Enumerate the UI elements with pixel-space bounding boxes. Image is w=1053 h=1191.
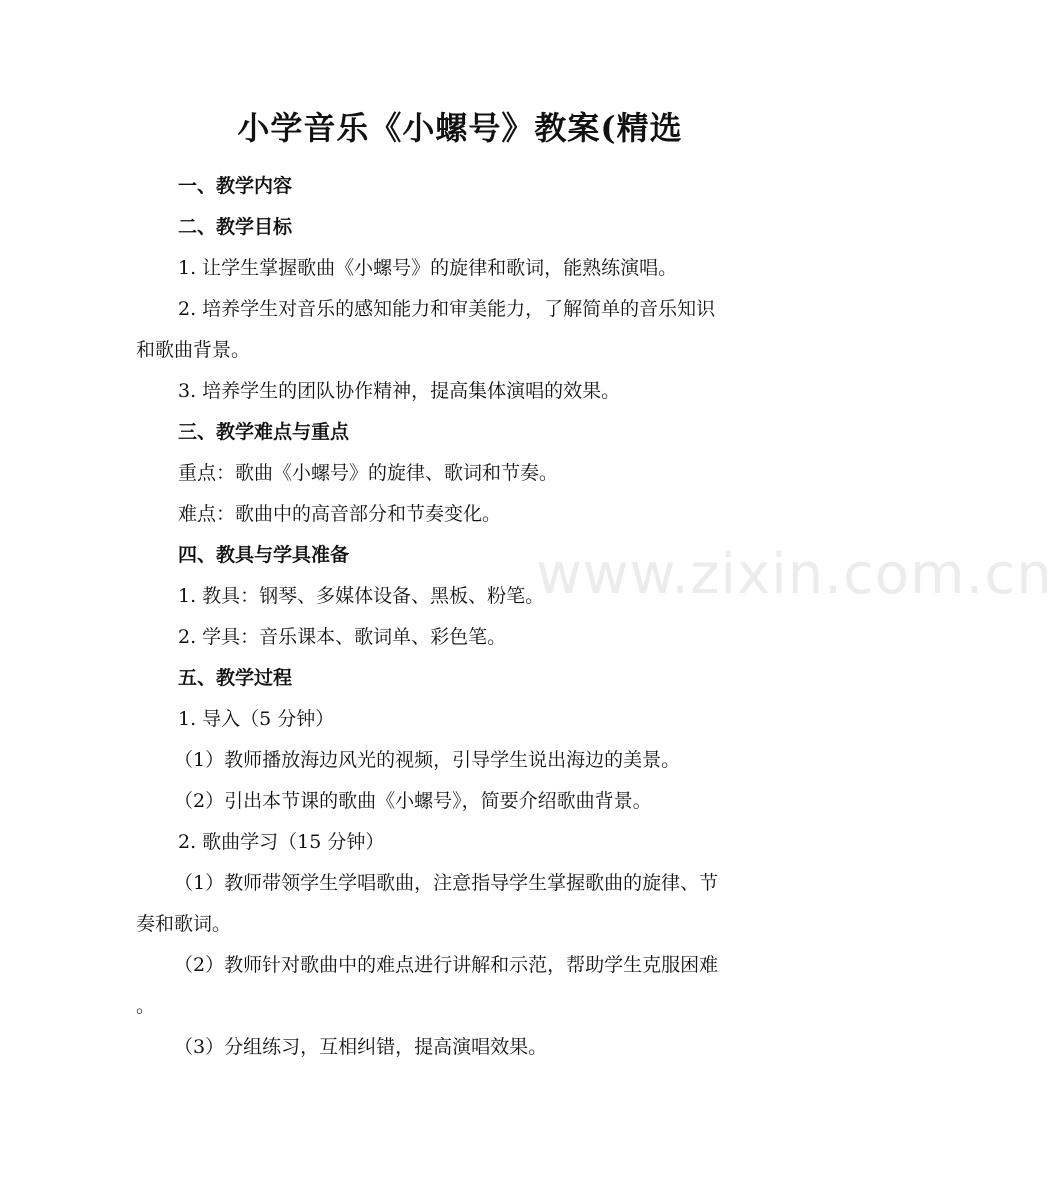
paragraph-line: （2）引出本节课的歌曲《小螺号》，简要介绍歌曲背景。	[174, 790, 652, 812]
paragraph-line: （1）教师播放海边风光的视频，引导学生说出海边的美景。	[174, 749, 681, 771]
paragraph-line: 和歌曲背景。	[136, 339, 251, 361]
watermark: www.zixin.com.cn	[536, 542, 1053, 607]
paragraph-line: 奏和歌词。	[136, 913, 232, 935]
section-heading: 二、教学目标	[178, 216, 293, 238]
paragraph-line: 2. 学具：音乐课本、歌词单、彩色笔。	[178, 626, 507, 648]
section-heading: 四、教具与学具准备	[178, 544, 350, 566]
paragraph-line: 1. 导入（5 分钟）	[178, 708, 335, 730]
paragraph-line: 重点：歌曲《小螺号》的旋律、歌词和节奏。	[178, 462, 559, 484]
document-title: 小学音乐《小螺号》教案(精选	[237, 109, 683, 147]
paragraph-line: 2. 歌曲学习（15 分钟）	[178, 831, 385, 853]
document-body	[136, 166, 784, 1068]
paragraph-line: 1. 让学生掌握歌曲《小螺号》的旋律和歌词，能熟练演唱。	[178, 257, 678, 279]
section-heading: 五、教学过程	[178, 667, 293, 689]
paragraph-line: （1）教师带领学生学唱歌曲，注意指导学生掌握歌曲的旋律、节	[174, 872, 719, 894]
paragraph-line: 3. 培养学生的团队协作精神，提高集体演唱的效果。	[178, 380, 621, 402]
section-heading: 一、教学内容	[178, 175, 293, 197]
paragraph-line: （2）教师针对歌曲中的难点进行讲解和示范，帮助学生克服困难	[174, 954, 719, 976]
paragraph-line: 难点：歌曲中的高音部分和节奏变化。	[178, 503, 502, 525]
paragraph-line: 1. 教具：钢琴、多媒体设备、黑板、粉笔。	[178, 585, 545, 607]
paragraph-line: 2. 培养学生对音乐的感知能力和审美能力，了解简单的音乐知识	[178, 298, 716, 320]
section-heading: 三、教学难点与重点	[178, 421, 350, 443]
paragraph-line: 。	[136, 995, 156, 1017]
paragraph-line: （3）分组练习，互相纠错，提高演唱效果。	[174, 1036, 548, 1058]
